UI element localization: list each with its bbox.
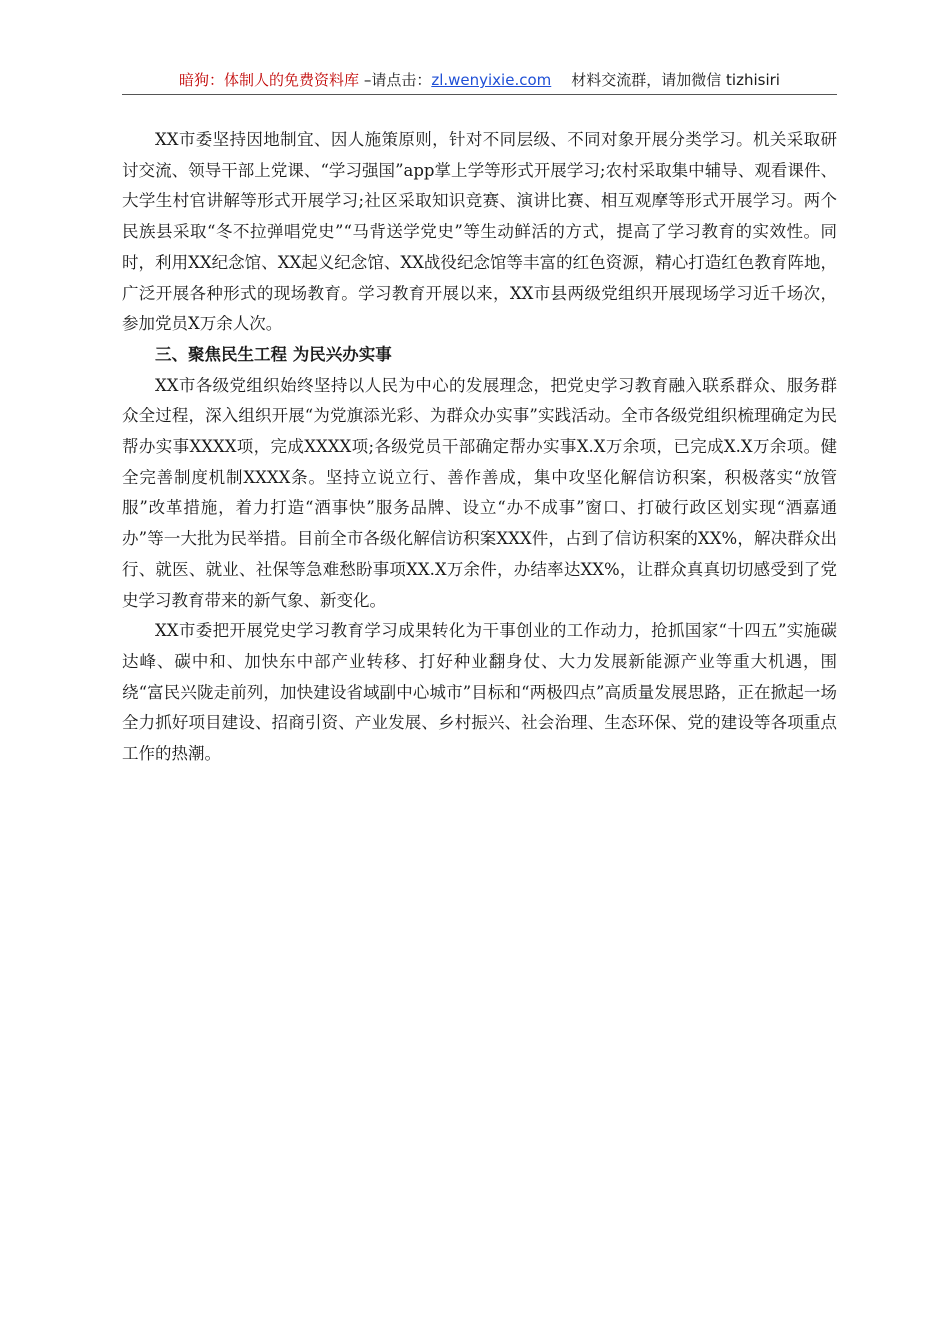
header-wechat-note: 材料交流群，请加微信 tizhisiri: [571, 71, 780, 89]
paragraph-development: XX市委把开展党史学习教育学习成果转化为干事创业的工作动力，抢抓国家“十四五”实施碳达峰、碳中和、加快东中部产业转移、打好种业翻身仗、大力发展新能源产业等重大机遇，围绕“富民兴陇走前列，加快建设省域副中心城市”目标和“两极四点”高质量发展思路，正在掀起一场全力抓好项目建设、招商引资、产业发展、乡村振兴、社会治理、生态环保、党的建设等各项重点工作的热潮。: [122, 621, 837, 764]
paragraph-study-methods: XX市委坚持因地制宜、因人施策原则，针对不同层级、不同对象开展分类学习。机关采取研讨交流、领导干部上党课、“学习强国”app掌上学等形式开展学习;农村采取集中辅导、观看课件、大学生村官讲解等形式开展学习;社区采取知识竞赛、演讲比赛、相互观摩等形式开展学习。两个民族县采取“冬不拉弹唱党史”“马背送学党史”等生动鲜活的方式，提高了学习教育的实效性。同时，利用XX纪念馆、XX起义纪念馆、XX战役纪念馆等丰富的红色资源，精心打造红色教育阵地，广泛开展各种形式的现场教育。学习教育开展以来，XX市县两级党组织开展现场学习近千场次，参加党员X万余人次。: [122, 130, 837, 334]
document-body: [122, 125, 837, 770]
header-link[interactable]: zl.wenyixie.com: [431, 71, 552, 89]
header-click-prompt: –请点击：: [359, 71, 432, 89]
page-header: [122, 66, 837, 95]
header-site-title: 暗狗：体制人的免费资料库: [179, 71, 360, 89]
section-heading-3: 三、聚焦民生工程 为民兴办实事: [155, 344, 392, 364]
paragraph-livelihood: XX市各级党组织始终坚持以人民为中心的发展理念，把党史学习教育融入联系群众、服务群众全过程，深入组织开展“为党旗添光彩、为群众办实事”实践活动。全市各级党组织梳理确定为民帮办实事XXXX项，完成XXXX项;各级党员干部确定帮办实事X.X万余项，已完成X.X万余项。健全完善制度机制XXXX条。坚持立说立行、善作善成，集中攻坚化解信访积案，积极落实“放管服”改革措施，着力打造“酒事快”服务品牌、设立“办不成事”窗口、打破行政区划实现“酒嘉通办”等一大批为民举措。目前全市各级化解信访积案XXX件，占到了信访积案的XX%，解决群众出行、就医、就业、社保等急难愁盼事项XX.X万余件，办结率达XX%，让群众真真切切感受到了党史学习教育带来的新气象、新变化。: [122, 375, 837, 610]
